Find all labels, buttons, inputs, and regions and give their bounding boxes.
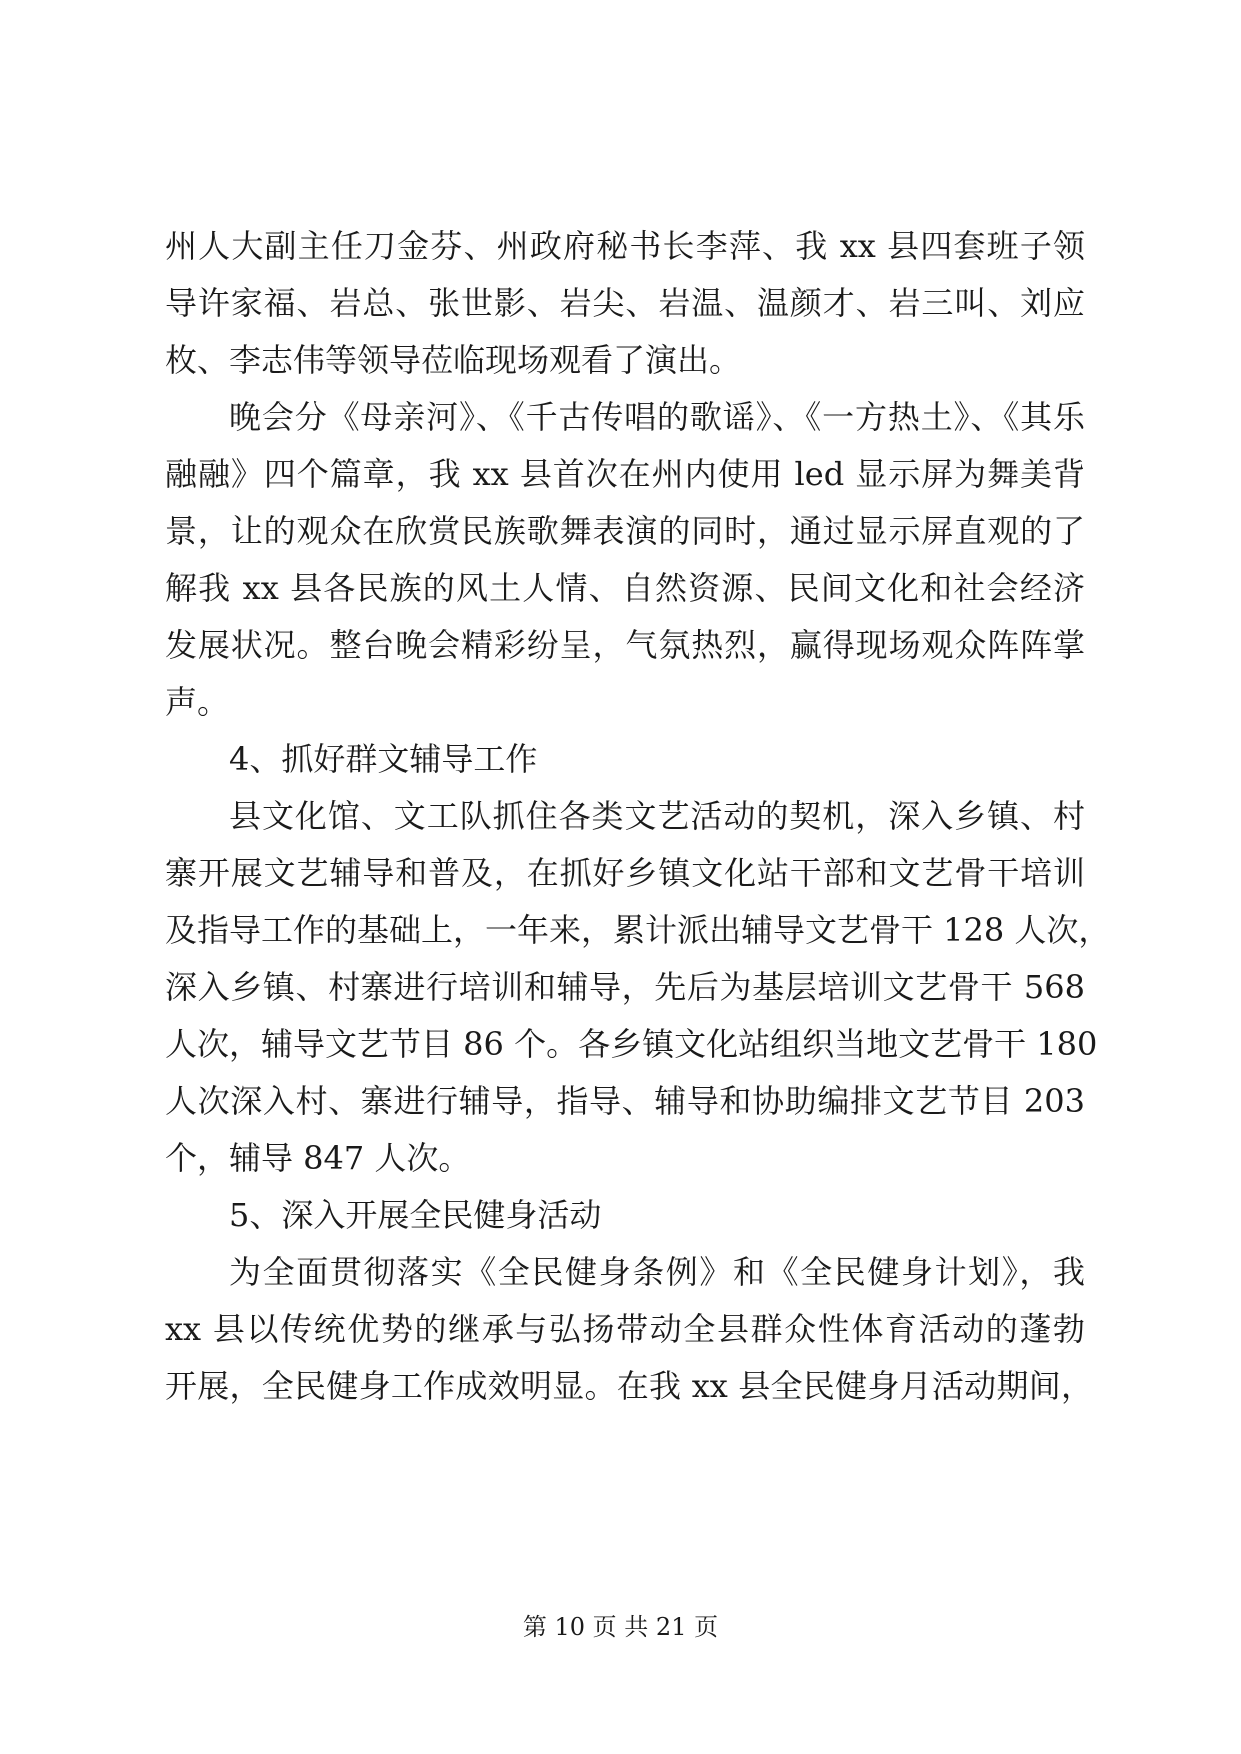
text-line: 解我 xx 县各民族的风土人情、自然资源、民间文化和社会经济 (165, 569, 1085, 607)
text-line: 枚、李志伟等领导莅临现场观看了演出。 (165, 341, 742, 379)
text-line: 导许家福、岩总、张世影、岩尖、岩温、温颜才、岩三叫、刘应 (165, 284, 1085, 322)
text-line: 发展状况。整台晚会精彩纷呈，气氛热烈，赢得现场观众阵阵掌 (165, 626, 1085, 664)
text-line: 声。 (165, 683, 230, 721)
text-line: 融融》四个篇章，我 xx 县首次在州内使用 led 显示屏为舞美背 (165, 455, 1085, 493)
text-line: 州人大副主任刀金芬、州政府秘书长李萍、我 xx 县四套班子领 (165, 227, 1085, 265)
text-line: 寨开展文艺辅导和普及，在抓好乡镇文化站干部和文艺骨干培训 (165, 854, 1085, 892)
text-line: 人次深入村、寨进行辅导，指导、辅导和协助编排文艺节目 203 (165, 1082, 1085, 1120)
text-line: 为全面贯彻落实《全民健身条例》和《全民健身计划》，我 (229, 1253, 1085, 1291)
text-line: 县文化馆、文工队抓住各类文艺活动的契机，深入乡镇、村 (229, 797, 1085, 835)
section-heading: 4、抓好群文辅导工作 (229, 740, 538, 778)
text-line: 人次，辅导文艺节目 86 个。各乡镇文化站组织当地文艺骨干 180 (165, 1025, 1098, 1063)
text-line: 开展，全民健身工作成效明显。在我 xx 县全民健身月活动期间， (165, 1367, 1093, 1405)
text-line: 及指导工作的基础上，一年来，累计派出辅导文艺骨干 128 人次， (165, 911, 1111, 949)
text-line: xx 县以传统优势的继承与弘扬带动全县群众性体育活动的蓬勃 (165, 1310, 1085, 1348)
text-line: 深入乡镇、村寨进行培训和辅导，先后为基层培训文艺骨干 568 (165, 968, 1085, 1006)
text-line: 景，让的观众在欣赏民族歌舞表演的同时，通过显示屏直观的了 (165, 512, 1085, 550)
text-line: 个，辅导 847 人次。 (165, 1139, 471, 1177)
section-heading: 5、深入开展全民健身活动 (229, 1196, 602, 1234)
text-line: 晚会分《母亲河》、《千古传唱的歌谣》、《一方热土》、《其乐 (229, 398, 1085, 436)
page-number: 第 10 页 共 21 页 (522, 1613, 719, 1641)
